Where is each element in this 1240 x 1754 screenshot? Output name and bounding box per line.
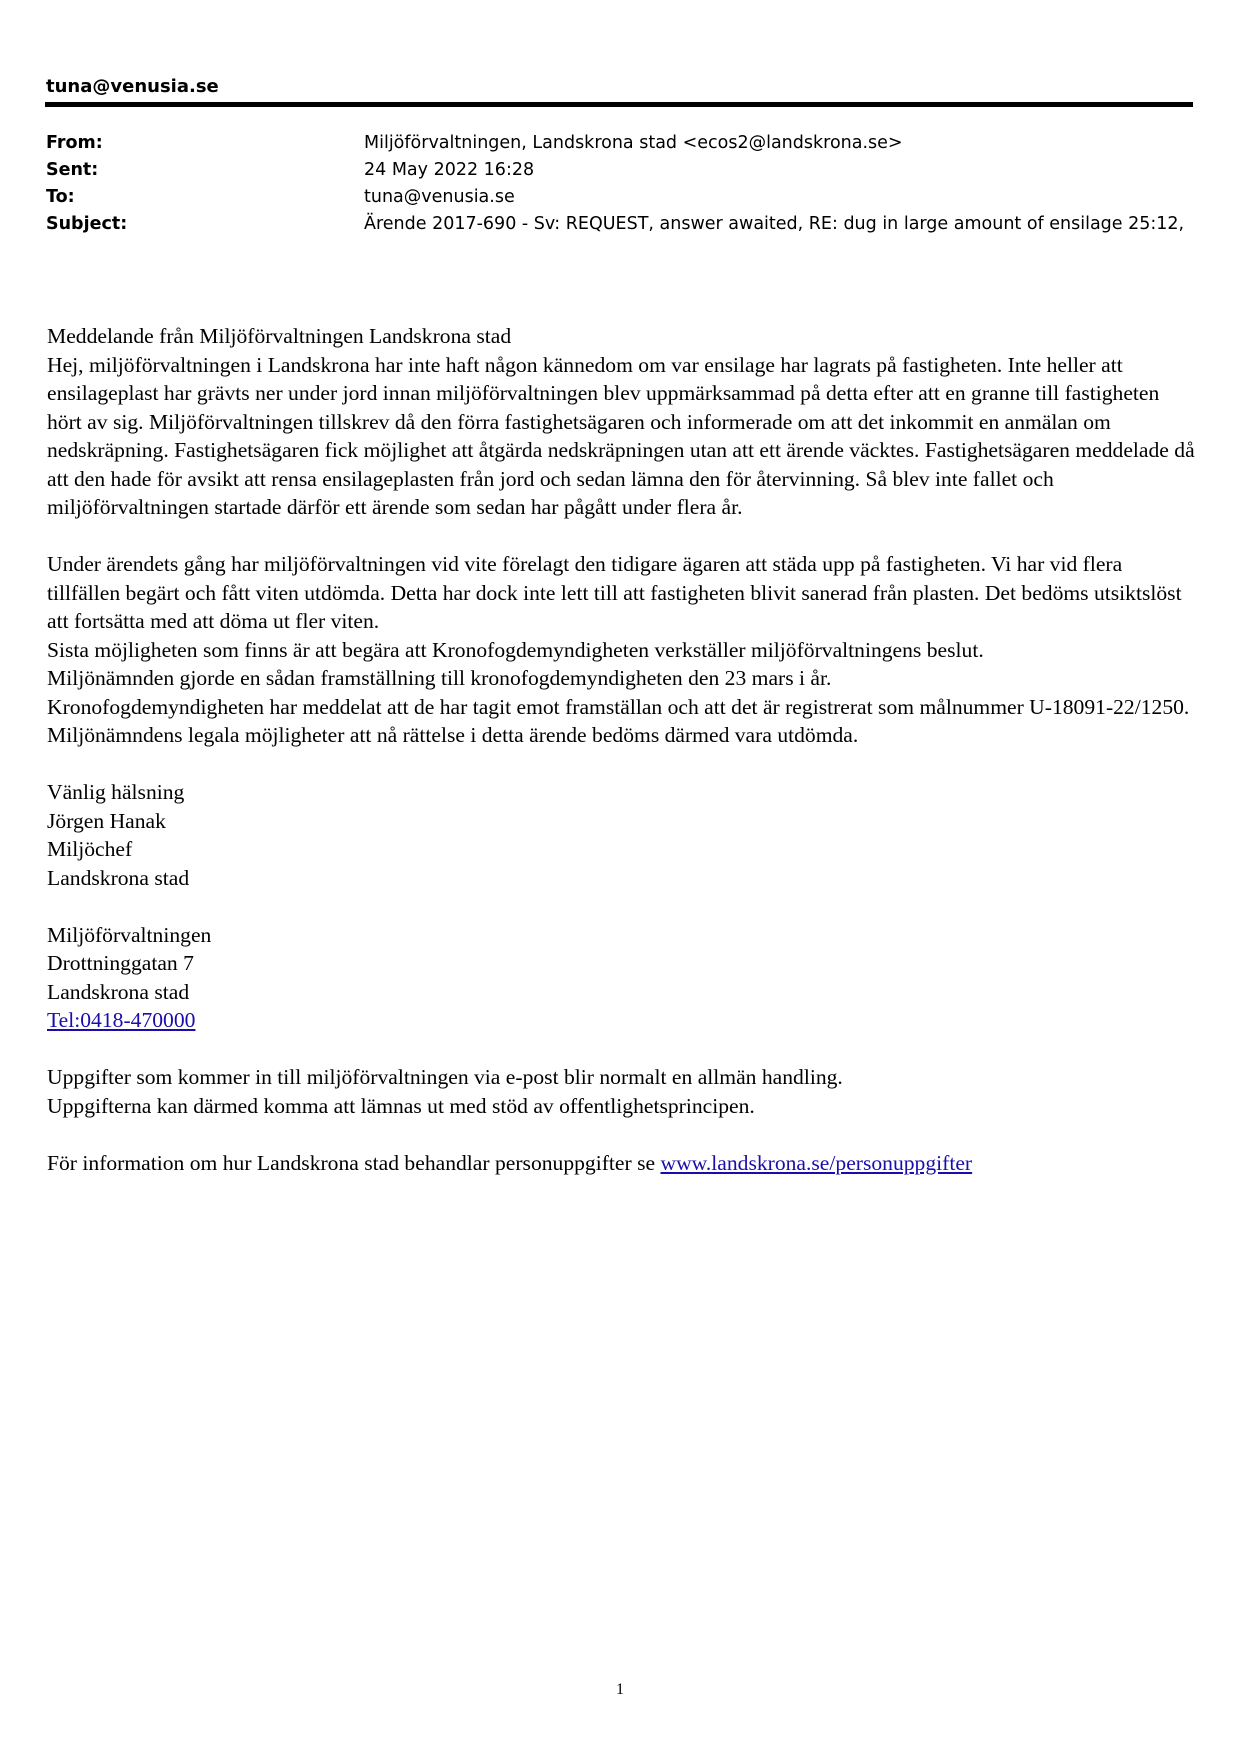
header-sent-row [46,157,1196,184]
email-body [47,322,1197,1177]
header-subject-row [46,211,1196,238]
header-divider [45,102,1193,107]
from-label: From: [46,133,103,153]
to-label: To: [46,187,75,207]
signature-name: Jörgen Hanak [47,808,166,833]
phone-link[interactable]: Tel:0418-470000 [47,1008,196,1032]
signature-title: Miljöchef [47,837,133,861]
privacy-link[interactable]: www.landskrona.se/personuppgifter [660,1150,973,1175]
body-paragraph: Sista möjligheten som finns är att begära att Kronofogdemyndigheten verkställer miljöförvaltningens beslut. [47,637,984,662]
sent-value: 24 May 2022 16:28 [364,160,535,180]
body-paragraph: Under ärendets gång har miljöförvaltningen vid vite förelagt den tidigare ägaren att städa upp på fastigheten. Vi har vid flera tillfällen begärt och fått viten utdömda. Detta har dock inte lett till att fastigheten blivit sanerad från plasten. Det bedöms utsiktslöst att fortsätta med att döma ut fler viten. [47,552,1182,633]
page-number: 1 [616,1681,624,1698]
header-from-row [46,130,1196,157]
to-value: tuna@venusia.se [364,187,515,207]
address-street: Drottninggatan 7 [47,951,194,975]
from-value: Miljöförvaltningen, Landskrona stad <ecos2@landskrona.se> [364,133,903,153]
subject-value: Ärende 2017-690 - Sv: REQUEST, answer awaited, RE: dug in large amount of ensilage 25:12, [364,214,1185,234]
body-paragraph: Hej, miljöförvaltningen i Landskrona har inte haft någon kännedom om var ensilage har lagrats på fastigheten. Inte heller att ensilageplast har grävts ner under jord innan miljöförvaltningen blev uppmärksammad på detta efter att en granne till fastigheten hört av sig. Miljöförvaltningen tillskrev då den förra fastighetsägaren och informerade om att det inkommit en anmälan om nedskräpning. Fastighetsägaren fick möjlighet att åtgärda nedskräpningen utan att ett ärende väcktes. Fastighetsägaren meddelade då att den hade för avsikt att rensa ensilageplasten från jord och sedan lämna den för återvinning. Så blev inte fallet och miljöförvaltningen startade därför ett ärende som sedan har pågått under flera år. [47,352,1195,519]
disclaimer-line: Uppgifterna kan därmed komma att lämnas ut med stöd av offentlighetsprincipen. [47,1093,755,1118]
privacy-notice [47,1149,1197,1178]
mailbox-account: tuna@venusia.se [46,76,219,97]
address-city: Landskrona stad [47,979,190,1004]
signature-organization: Landskrona stad [47,865,190,890]
email-header-block [46,130,1196,238]
sent-label: Sent: [46,160,99,180]
body-paragraph: Kronofogdemyndigheten har meddelat att de har tagit emot framställan och att det är registrerat som målnummer U-18091-22/1250. Miljönämndens legala möjligheter att nå rättelse i detta ärende bedöms därmed vara utdömda. [47,694,1190,747]
signature-greeting: Vänlig hälsning [47,780,185,804]
body-paragraph: Miljönämnden gjorde en sådan framställning till kronofogdemyndigheten den 23 mars i år. [47,666,832,690]
address-department: Miljöförvaltningen [47,922,212,947]
message-intro: Meddelande från Miljöförvaltningen Landskrona stad [47,324,512,348]
header-to-row [46,184,1196,211]
privacy-text: För information om hur Landskrona stad behandlar personuppgifter se [47,1150,661,1175]
disclaimer-line: Uppgifter som kommer in till miljöförvaltningen via e-post blir normalt en allmän handling. [47,1065,843,1089]
subject-label: Subject: [46,214,128,234]
